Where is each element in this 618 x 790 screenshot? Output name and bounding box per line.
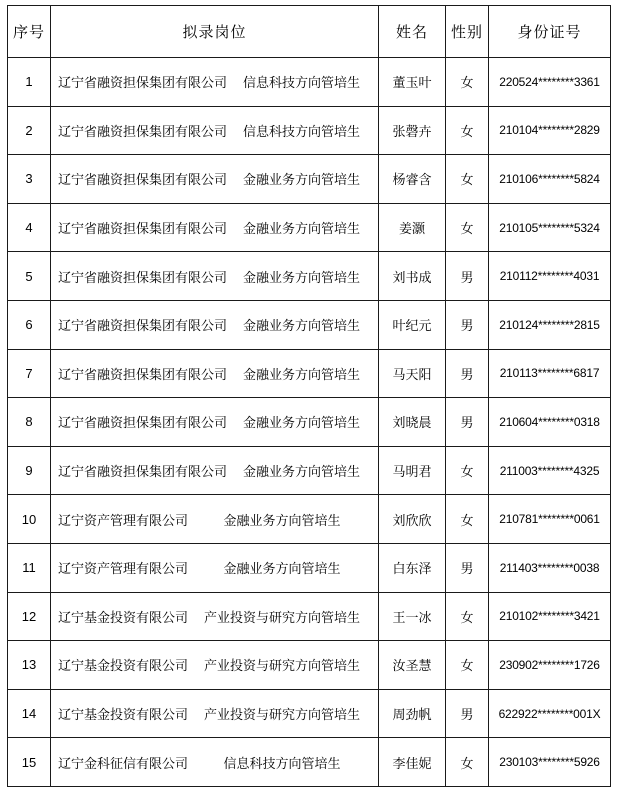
company-name: 辽宁省融资担保集团有限公司 xyxy=(58,172,228,188)
company-name: 辽宁基金投资有限公司 xyxy=(58,707,189,723)
cell-gender: 男 xyxy=(446,252,489,301)
cell-gender: 女 xyxy=(446,58,489,107)
position-content xyxy=(51,607,378,626)
position-content xyxy=(51,704,378,723)
position-content xyxy=(51,558,378,577)
cell-serial-number: 4 xyxy=(8,203,51,252)
cell-name: 马天阳 xyxy=(379,349,446,398)
cell-id-number: 210781********0061 xyxy=(489,495,611,544)
company-name: 辽宁基金投资有限公司 xyxy=(58,609,189,625)
cell-serial-number: 13 xyxy=(8,641,51,690)
cell-serial-number: 6 xyxy=(8,300,51,349)
cell-position xyxy=(51,203,379,252)
cell-serial-number: 2 xyxy=(8,106,51,155)
table-row xyxy=(8,252,611,301)
cell-position xyxy=(51,446,379,495)
cell-serial-number: 11 xyxy=(8,543,51,592)
cell-name: 王一冰 xyxy=(379,592,446,641)
table-row xyxy=(8,641,611,690)
role-name: 产业投资与研究方向管培生 xyxy=(204,609,361,625)
position-content xyxy=(51,218,378,237)
header-row xyxy=(8,6,611,58)
position-content xyxy=(51,72,378,91)
cell-serial-number: 7 xyxy=(8,349,51,398)
position-content xyxy=(51,267,378,286)
cell-id-number: 210112********4031 xyxy=(489,252,611,301)
cell-position xyxy=(51,300,379,349)
role-name: 金融业务方向管培生 xyxy=(223,512,341,528)
cell-position xyxy=(51,398,379,447)
cell-name: 张磬卉 xyxy=(379,106,446,155)
role-name: 产业投资与研究方向管培生 xyxy=(204,707,361,723)
cell-id-number: 622922********001X xyxy=(489,689,611,738)
cell-position xyxy=(51,689,379,738)
cell-gender: 男 xyxy=(446,543,489,592)
company-name: 辽宁省融资担保集团有限公司 xyxy=(58,123,228,139)
company-name: 辽宁省融资担保集团有限公司 xyxy=(58,221,228,237)
cell-name: 李佳妮 xyxy=(379,738,446,787)
cell-id-number: 210102********3421 xyxy=(489,592,611,641)
cell-position xyxy=(51,641,379,690)
role-name: 金融业务方向管培生 xyxy=(223,561,341,577)
position-content xyxy=(51,753,378,772)
table-row xyxy=(8,592,611,641)
table-row xyxy=(8,689,611,738)
cell-gender: 男 xyxy=(446,300,489,349)
cell-id-number: 210113********6817 xyxy=(489,349,611,398)
cell-position xyxy=(51,738,379,787)
cell-id-number: 210104********2829 xyxy=(489,106,611,155)
company-name: 辽宁省融资担保集团有限公司 xyxy=(58,318,228,334)
table-row xyxy=(8,106,611,155)
cell-gender: 女 xyxy=(446,446,489,495)
table-row xyxy=(8,495,611,544)
position-content xyxy=(51,364,378,383)
company-name: 辽宁资产管理有限公司 xyxy=(58,512,189,528)
position-content xyxy=(51,412,378,431)
cell-name: 马明君 xyxy=(379,446,446,495)
cell-position xyxy=(51,106,379,155)
cell-serial-number: 8 xyxy=(8,398,51,447)
cell-name: 董玉叶 xyxy=(379,58,446,107)
company-name: 辽宁省融资担保集团有限公司 xyxy=(58,75,228,91)
cell-gender: 女 xyxy=(446,106,489,155)
col-header-no: 序号 xyxy=(8,6,51,58)
cell-serial-number: 3 xyxy=(8,155,51,204)
cell-id-number: 230103********5926 xyxy=(489,738,611,787)
role-name: 金融业务方向管培生 xyxy=(243,464,361,480)
col-header-gender: 性别 xyxy=(446,6,489,58)
cell-gender: 男 xyxy=(446,689,489,738)
role-name: 信息科技方向管培生 xyxy=(243,75,361,91)
table-body xyxy=(8,58,611,787)
role-name: 信息科技方向管培生 xyxy=(223,755,341,771)
table-row xyxy=(8,58,611,107)
cell-gender: 女 xyxy=(446,641,489,690)
cell-id-number: 210124********2815 xyxy=(489,300,611,349)
cell-gender: 女 xyxy=(446,738,489,787)
cell-id-number: 211003********4325 xyxy=(489,446,611,495)
cell-gender: 男 xyxy=(446,398,489,447)
cell-id-number: 211403********0038 xyxy=(489,543,611,592)
cell-gender: 女 xyxy=(446,155,489,204)
table-row xyxy=(8,300,611,349)
position-content xyxy=(51,169,378,188)
position-content xyxy=(51,461,378,480)
col-header-position: 拟录岗位 xyxy=(51,6,379,58)
table-row xyxy=(8,446,611,495)
table-row xyxy=(8,398,611,447)
cell-position xyxy=(51,252,379,301)
cell-id-number: 230902********1726 xyxy=(489,641,611,690)
role-name: 金融业务方向管培生 xyxy=(243,269,361,285)
table-row xyxy=(8,349,611,398)
table-header xyxy=(8,6,611,58)
role-name: 金融业务方向管培生 xyxy=(243,172,361,188)
cell-position xyxy=(51,495,379,544)
role-name: 金融业务方向管培生 xyxy=(243,366,361,382)
cell-serial-number: 14 xyxy=(8,689,51,738)
cell-position xyxy=(51,58,379,107)
position-content xyxy=(51,315,378,334)
table-row xyxy=(8,738,611,787)
cell-name: 刘晓晨 xyxy=(379,398,446,447)
role-name: 信息科技方向管培生 xyxy=(243,123,361,139)
recruitment-roster-table xyxy=(7,5,611,787)
role-name: 产业投资与研究方向管培生 xyxy=(204,658,361,674)
col-header-id: 身份证号 xyxy=(489,6,611,58)
cell-id-number: 210604********0318 xyxy=(489,398,611,447)
company-name: 辽宁基金投资有限公司 xyxy=(58,658,189,674)
role-name: 金融业务方向管培生 xyxy=(243,318,361,334)
cell-name: 叶纪元 xyxy=(379,300,446,349)
cell-position xyxy=(51,349,379,398)
cell-name: 刘书成 xyxy=(379,252,446,301)
company-name: 辽宁资产管理有限公司 xyxy=(58,561,189,577)
cell-position xyxy=(51,155,379,204)
cell-name: 姜灏 xyxy=(379,203,446,252)
cell-id-number: 210106********5824 xyxy=(489,155,611,204)
role-name: 金融业务方向管培生 xyxy=(243,221,361,237)
company-name: 辽宁省融资担保集团有限公司 xyxy=(58,366,228,382)
cell-name: 周劲帆 xyxy=(379,689,446,738)
cell-gender: 女 xyxy=(446,203,489,252)
cell-serial-number: 1 xyxy=(8,58,51,107)
cell-gender: 男 xyxy=(446,349,489,398)
cell-position xyxy=(51,592,379,641)
cell-name: 刘欣欣 xyxy=(379,495,446,544)
position-content xyxy=(51,510,378,529)
position-content xyxy=(51,121,378,140)
role-name: 金融业务方向管培生 xyxy=(243,415,361,431)
table-row xyxy=(8,203,611,252)
cell-id-number: 210105********5324 xyxy=(489,203,611,252)
cell-name: 汝圣慧 xyxy=(379,641,446,690)
company-name: 辽宁省融资担保集团有限公司 xyxy=(58,415,228,431)
table-row xyxy=(8,155,611,204)
cell-position xyxy=(51,543,379,592)
company-name: 辽宁省融资担保集团有限公司 xyxy=(58,269,228,285)
table-row xyxy=(8,543,611,592)
cell-serial-number: 15 xyxy=(8,738,51,787)
cell-serial-number: 9 xyxy=(8,446,51,495)
cell-id-number: 220524********3361 xyxy=(489,58,611,107)
col-header-name: 姓名 xyxy=(379,6,446,58)
cell-gender: 女 xyxy=(446,495,489,544)
company-name: 辽宁金科征信有限公司 xyxy=(58,755,189,771)
cell-serial-number: 10 xyxy=(8,495,51,544)
cell-name: 白东泽 xyxy=(379,543,446,592)
cell-name: 杨睿含 xyxy=(379,155,446,204)
company-name: 辽宁省融资担保集团有限公司 xyxy=(58,464,228,480)
cell-serial-number: 12 xyxy=(8,592,51,641)
cell-gender: 女 xyxy=(446,592,489,641)
cell-serial-number: 5 xyxy=(8,252,51,301)
position-content xyxy=(51,655,378,674)
